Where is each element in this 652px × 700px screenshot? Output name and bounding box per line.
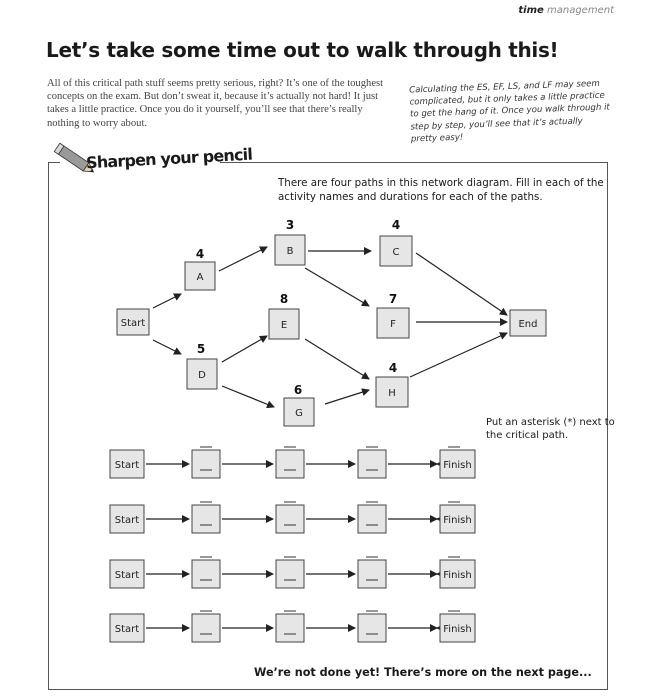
exercise-heading: Sharpen your pencil: [85, 144, 253, 173]
activity-d-label: D: [198, 370, 206, 381]
activity-e-label: E: [280, 320, 288, 331]
node-activity-a: [185, 247, 215, 290]
activity-blank-box[interactable]: [192, 450, 220, 478]
arrow-b-f: [305, 268, 369, 306]
activity-a-label: A: [196, 272, 204, 283]
intro-paragraph: All of this critical path stuff seems pretty serious, right? It’s one of the toughest concepts on the exam. But don’t sweat it, because it’s actually not hard! It just takes a little practice. Once you do it yourself, you’ll see that there’s really nothing to worry about.: [47, 78, 384, 129]
node-activity-d: [187, 342, 217, 389]
duration-h: 4: [388, 361, 398, 375]
worksheet-finish-label: Finish: [443, 515, 472, 526]
worksheet-row: [110, 502, 475, 533]
node-activity-g: [284, 383, 314, 426]
activity-blank-box[interactable]: [276, 450, 304, 478]
worksheet-finish-label: Finish: [443, 460, 472, 471]
worksheet-start-label: Start: [114, 624, 140, 635]
duration-d: 5: [196, 342, 206, 356]
activity-f-label: F: [390, 319, 396, 330]
asterisk-note: Put an asterisk (*) next to the critical path.: [486, 417, 615, 441]
activity-blank-box[interactable]: [358, 614, 386, 642]
arrow-a-b: [219, 247, 267, 271]
section-header: time management: [518, 5, 614, 16]
activity-blank-box[interactable]: [192, 614, 220, 642]
activity-h-label: H: [388, 388, 396, 399]
node-activity-f: [377, 292, 409, 338]
activity-blank-box[interactable]: [276, 614, 304, 642]
activity-blank-box[interactable]: [276, 505, 304, 533]
exercise-instructions: There are four paths in this network diagram. Fill in each of the activity names and durations for each of the paths.: [278, 177, 604, 203]
duration-f: 7: [388, 292, 398, 306]
duration-g: 6: [293, 383, 303, 397]
activity-c-label: C: [392, 247, 400, 258]
arrow-h-end: [410, 333, 507, 377]
continue-note: We’re not done yet! There’s more on the next page...: [254, 666, 592, 679]
activity-g-label: G: [295, 408, 303, 419]
duration-b: 3: [285, 218, 295, 232]
activity-blank-box[interactable]: [276, 560, 304, 588]
node-activity-h: [376, 361, 408, 407]
arrow-d-e: [222, 336, 267, 362]
worksheet-row: [110, 557, 475, 588]
activity-blank-box[interactable]: [358, 560, 386, 588]
node-start: [117, 309, 149, 335]
arrow-start-a: [153, 294, 181, 308]
node-activity-c: [380, 218, 412, 266]
page-title: Let’s take some time out to walk through this!: [46, 38, 559, 62]
worksheet-start-label: Start: [114, 460, 140, 471]
svg-text:End: End: [518, 319, 538, 330]
worksheet-finish-label: Finish: [443, 624, 472, 635]
arrow-d-g: [222, 386, 274, 407]
node-activity-e: [269, 292, 299, 339]
worksheet-finish-label: Finish: [443, 570, 472, 581]
path-worksheet: [110, 447, 475, 642]
handwritten-note: Calculating the ES, EF, LS, and LF may seem complicated, but it only takes a little practice to get the hang of it. Once you walk through it step by step, you’ll see that it’s actually pretty easy!: [409, 78, 611, 145]
svg-text:Start: Start: [120, 318, 146, 329]
node-activity-b: [275, 218, 305, 265]
duration-e: 8: [279, 292, 289, 306]
worksheet-start-label: Start: [114, 570, 140, 581]
arrow-g-h: [325, 390, 369, 404]
arrow-e-h: [305, 339, 369, 379]
arrow-start-d: [153, 340, 181, 354]
node-end: [510, 310, 546, 336]
duration-a: 4: [195, 247, 205, 261]
activity-blank-box[interactable]: [358, 450, 386, 478]
activity-b-label: B: [286, 246, 294, 257]
activity-blank-box[interactable]: [192, 560, 220, 588]
activity-blank-box[interactable]: [358, 505, 386, 533]
arrow-c-end: [416, 253, 507, 315]
worksheet-row: [110, 447, 475, 478]
duration-c: 4: [391, 218, 401, 232]
worksheet-start-label: Start: [114, 515, 140, 526]
activity-blank-box[interactable]: [192, 505, 220, 533]
worksheet-row: [110, 611, 475, 642]
